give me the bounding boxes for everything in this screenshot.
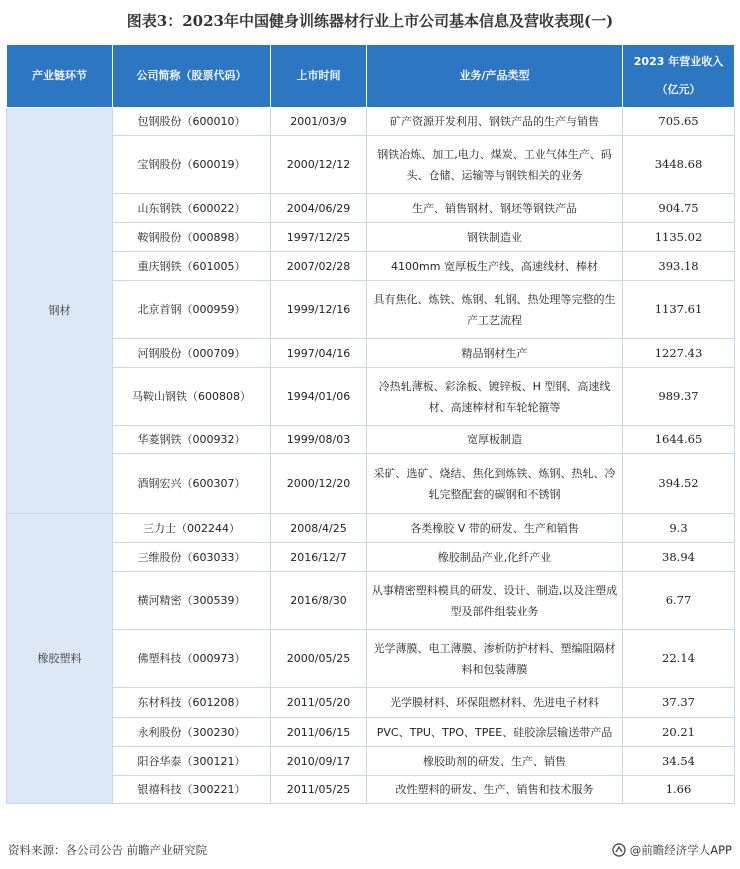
company-cell: 北京首钢（000959） <box>113 281 271 339</box>
table-row <box>7 747 735 776</box>
date-cell: 1999/08/03 <box>271 426 367 454</box>
table-row <box>7 776 735 804</box>
business-cell: 具有焦化、炼铁、炼钢、轧钢、热处理等完整的生产工艺流程 <box>367 281 623 339</box>
business-cell: 精品钢材生产 <box>367 339 623 368</box>
revenue-cell: 1137.61 <box>623 281 735 339</box>
business-cell: 钢铁冶炼、加工,电力、煤炭、工业气体生产、码头、仓储、运输等与钢铁相关的业务 <box>367 136 623 194</box>
company-cell: 东材科技（601208） <box>113 688 271 718</box>
revenue-cell: 1644.65 <box>623 426 735 454</box>
business-cell: 光学膜材料、环保阻燃材料、先进电子材料 <box>367 688 623 718</box>
date-cell: 2008/4/25 <box>271 514 367 543</box>
table-row <box>7 572 735 630</box>
revenue-cell: 3448.68 <box>623 136 735 194</box>
date-cell: 2011/05/25 <box>271 776 367 804</box>
segment-cell-rubber: 橡胶塑料 <box>7 514 113 804</box>
table-row <box>7 223 735 252</box>
table-row <box>7 339 735 368</box>
table-header-row <box>7 45 735 108</box>
company-cell: 酒钢宏兴（600307） <box>113 454 271 514</box>
date-cell: 1999/12/16 <box>271 281 367 339</box>
company-cell: 山东钢铁（600022） <box>113 194 271 223</box>
revenue-cell: 705.65 <box>623 108 735 136</box>
date-cell: 1994/01/06 <box>271 368 367 426</box>
header-business: 业务/产品类型 <box>367 45 623 108</box>
company-cell: 横河精密（300539） <box>113 572 271 630</box>
date-cell: 2010/09/17 <box>271 747 367 776</box>
company-cell: 阳谷华泰（300121） <box>113 747 271 776</box>
revenue-cell: 38.94 <box>623 543 735 572</box>
company-cell: 河钢股份（000709） <box>113 339 271 368</box>
revenue-cell: 9.3 <box>623 514 735 543</box>
business-cell: PVC、TPU、TPO、TPEE、硅胶涂层输送带产品 <box>367 718 623 747</box>
date-cell: 2007/02/28 <box>271 252 367 281</box>
table-row <box>7 281 735 339</box>
revenue-cell: 1227.43 <box>623 339 735 368</box>
table-row <box>7 688 735 718</box>
table-row <box>7 543 735 572</box>
business-cell: 橡胶制品产业,化纤产业 <box>367 543 623 572</box>
revenue-cell: 989.37 <box>623 368 735 426</box>
date-cell: 1997/12/25 <box>271 223 367 252</box>
date-cell: 2011/05/20 <box>271 688 367 718</box>
revenue-cell: 20.21 <box>623 718 735 747</box>
date-cell: 2001/03/9 <box>271 108 367 136</box>
date-cell: 2000/12/20 <box>271 454 367 514</box>
table-row <box>7 514 735 543</box>
revenue-cell: 34.54 <box>623 747 735 776</box>
table-row <box>7 454 735 514</box>
company-cell: 重庆钢铁（601005） <box>113 252 271 281</box>
company-cell: 宝钢股份（600019） <box>113 136 271 194</box>
company-cell: 三力士（002244） <box>113 514 271 543</box>
date-cell: 2000/05/25 <box>271 630 367 688</box>
revenue-cell: 1.66 <box>623 776 735 804</box>
business-cell: 改性塑料的研发、生产、销售和技术服务 <box>367 776 623 804</box>
header-revenue: 2023 年营业收入（亿元） <box>623 45 735 108</box>
date-cell: 2016/12/7 <box>271 543 367 572</box>
business-cell: 橡胶助剂的研发、生产、销售 <box>367 747 623 776</box>
business-cell: 4100mm 宽厚板生产线、高速线材、棒材 <box>367 252 623 281</box>
source-note: 资料来源：各公司公告 前瞻产业研究院 <box>8 843 208 857</box>
business-cell: 矿产资源开发利用、钢铁产品的生产与销售 <box>367 108 623 136</box>
company-cell: 包钢股份（600010） <box>113 108 271 136</box>
business-cell: 光学薄膜、电工薄膜、渗析防护材料、塑编阻隔材料和包装薄膜 <box>367 630 623 688</box>
business-cell: 生产、销售钢材、钢坯等钢铁产品 <box>367 194 623 223</box>
segment-cell-steel: 钢材 <box>7 108 113 514</box>
date-cell: 1997/04/16 <box>271 339 367 368</box>
business-cell: 从事精密塑料模具的研发、设计、制造,以及注塑成型及部件组装业务 <box>367 572 623 630</box>
company-cell: 佛塑科技（000973） <box>113 630 271 688</box>
revenue-cell: 904.75 <box>623 194 735 223</box>
date-cell: 2000/12/12 <box>271 136 367 194</box>
table-row <box>7 368 735 426</box>
business-cell: 各类橡胶 V 带的研发、生产和销售 <box>367 514 623 543</box>
table-row <box>7 718 735 747</box>
header-company: 公司简称（股票代码） <box>113 45 271 108</box>
table-row <box>7 108 735 136</box>
table-row <box>7 426 735 454</box>
revenue-cell: 37.37 <box>623 688 735 718</box>
table-row <box>7 194 735 223</box>
business-cell: 冷热轧薄板、彩涂板、镀锌板、H 型钢、高速线材、高速棒材和车轮轮箍等 <box>367 368 623 426</box>
header-segment: 产业链环节 <box>7 45 113 108</box>
brand-logo-icon <box>612 843 626 857</box>
revenue-cell: 394.52 <box>623 454 735 514</box>
revenue-cell: 1135.02 <box>623 223 735 252</box>
business-cell: 钢铁制造业 <box>367 223 623 252</box>
brand-label: @前瞻经济学人APP <box>629 843 732 857</box>
company-cell: 永利股份（300230） <box>113 718 271 747</box>
figure-title: 图表3：2023年中国健身训练器材行业上市公司基本信息及营收表现(一) <box>126 11 614 30</box>
footer <box>8 838 732 862</box>
company-cell: 马鞍山钢铁（600808） <box>113 368 271 426</box>
company-cell: 三维股份（603033） <box>113 543 271 572</box>
table-row <box>7 630 735 688</box>
business-cell: 宽厚板制造 <box>367 426 623 454</box>
date-cell: 2016/8/30 <box>271 572 367 630</box>
revenue-cell: 6.77 <box>623 572 735 630</box>
brand-credit <box>612 842 732 858</box>
table-row <box>7 252 735 281</box>
table-row <box>7 136 735 194</box>
company-cell: 银禧科技（300221） <box>113 776 271 804</box>
company-cell: 华菱钢铁（000932） <box>113 426 271 454</box>
revenue-cell: 393.18 <box>623 252 735 281</box>
business-cell: 采矿、选矿、烧结、焦化到炼铁、炼钢、热轧、冷轧完整配套的碳钢和不锈钢 <box>367 454 623 514</box>
company-cell: 鞍钢股份（000898） <box>113 223 271 252</box>
header-listing-date: 上市时间 <box>271 45 367 108</box>
date-cell: 2004/06/29 <box>271 194 367 223</box>
date-cell: 2011/06/15 <box>271 718 367 747</box>
company-table <box>6 44 735 804</box>
revenue-cell: 22.14 <box>623 630 735 688</box>
